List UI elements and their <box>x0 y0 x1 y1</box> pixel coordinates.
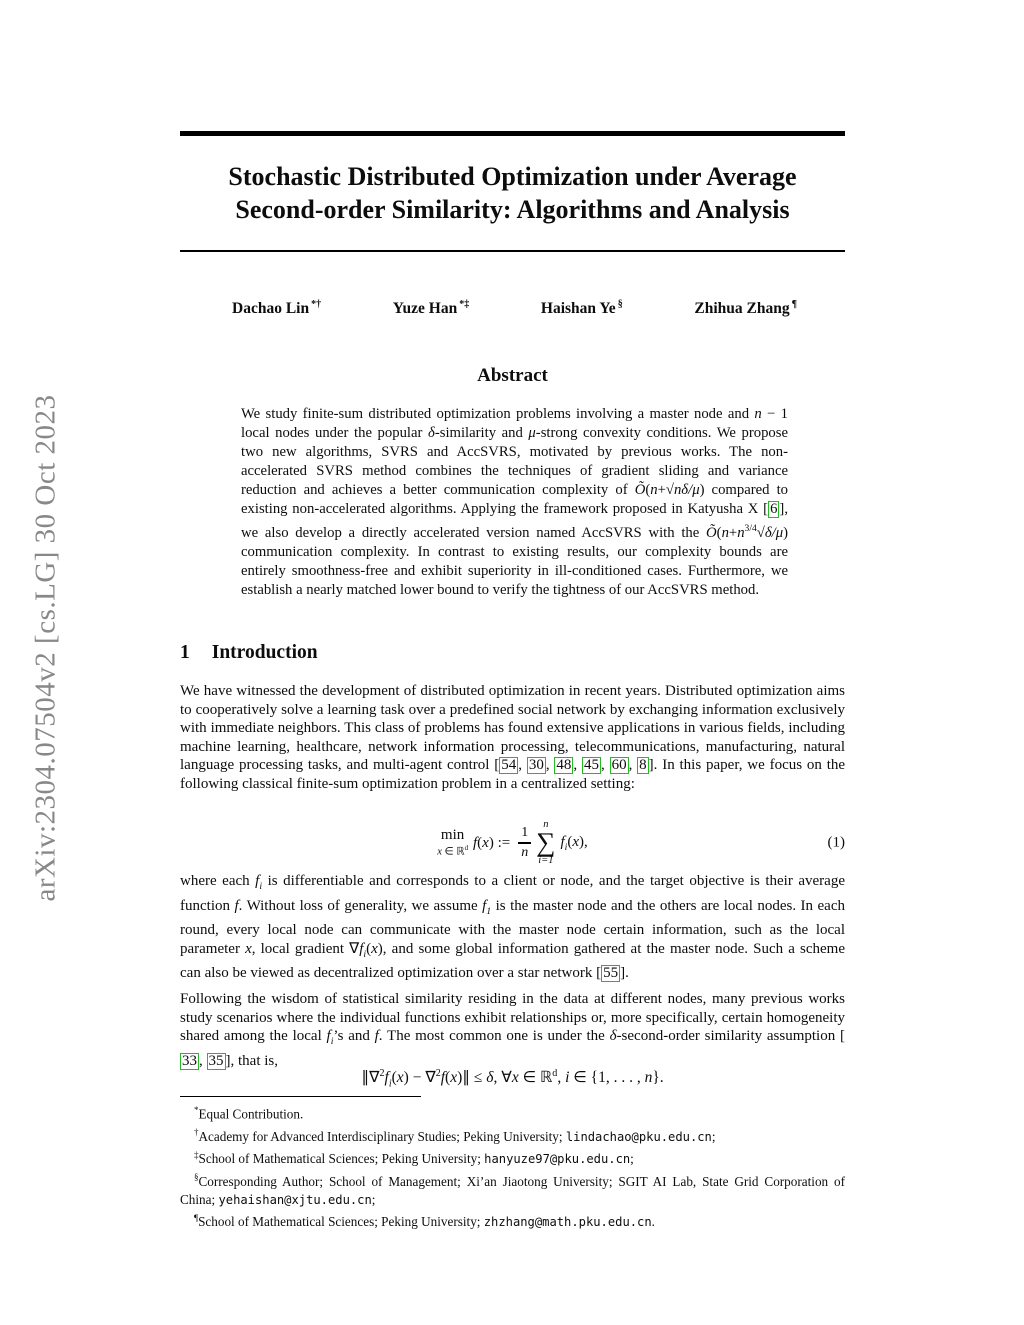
text-run: ( <box>391 1069 397 1087</box>
text-run: ], we also develop a directly accelerated version named AccSVRS with the <box>241 501 788 541</box>
text-run: δ/μ <box>764 524 784 541</box>
text-run: n <box>754 406 762 422</box>
text-run: ]. In this paper, we focus on the following classical finite-sum optimization problem in a centralized setting: <box>180 757 846 792</box>
text-run: x <box>396 1069 404 1087</box>
text-run: √ <box>756 524 765 541</box>
text-run: δ <box>486 1069 494 1087</box>
text-run: 2 <box>379 1068 385 1079</box>
footnote-text <box>199 1106 304 1121</box>
text-run: , ∀ <box>493 1069 512 1087</box>
author-3 <box>541 299 623 318</box>
footnote-lin-affiliation <box>180 1123 845 1145</box>
text-run: d <box>464 845 468 852</box>
abstract-body <box>241 405 788 600</box>
paper-title-line2: Second-order Similarity: Algorithms and Analysis <box>235 195 790 224</box>
email-link[interactable]: zhzhang@math.pku.edu.cn <box>483 1214 652 1229</box>
text-run: d <box>552 1068 558 1079</box>
author-4-footnote-mark: ¶ <box>791 299 797 310</box>
author-1 <box>232 299 321 318</box>
summation-operator <box>536 820 555 867</box>
equation-1-body <box>437 820 588 867</box>
text-run: ) − ∇ <box>403 1069 436 1087</box>
citation-link[interactable]: 48 <box>556 757 572 774</box>
fraction-denominator: n <box>521 844 529 860</box>
text-run: Corresponding Author; School of Management; Xi’an Jiaotong University; SGIT AI Lab, State Grid Corporation of China; <box>180 1173 845 1207</box>
text-run: We have witnessed the development of distributed optimization in recent years. Distributed optimization aims to cooperatively solve a learning task over a predefined social network by exchanging information exclusively with immediate neighbors. This class of problems has found extensive applications in various fields, including machine learning, healthcare, network information processing, telecommunications, manufacturing, natural language processing tasks, and multi-agent control [ <box>180 683 845 774</box>
text-run: f <box>234 897 239 914</box>
text-run: , <box>199 1052 207 1069</box>
min-label: min <box>440 827 465 843</box>
text-run: f <box>326 1028 331 1045</box>
text-run: Õ <box>634 482 646 498</box>
text-run: nδ/μ <box>673 482 700 498</box>
paper-title-line1: Stochastic Distributed Optimization under Average <box>228 162 797 191</box>
text-run: + <box>728 524 738 541</box>
footnotes <box>180 1101 845 1231</box>
text-run: n <box>737 524 745 541</box>
text-run: x <box>572 833 580 850</box>
text-run: School of Mathematical Sciences; Peking University; <box>198 1213 484 1229</box>
email-link[interactable]: yehaishan@xjtu.edu.cn <box>218 1192 372 1207</box>
text-run: x <box>371 940 378 957</box>
intro-paragraph-2 <box>180 872 845 983</box>
text-run: n <box>644 1069 653 1087</box>
footnote-mark-section: § <box>194 1172 199 1183</box>
text-run: x <box>511 1069 519 1087</box>
text-run: ( <box>716 524 722 541</box>
footnote-equal-contribution <box>180 1101 845 1123</box>
footnote-ye-affiliation <box>180 1168 845 1208</box>
author-2-footnote-mark: *‡ <box>459 299 470 310</box>
citation-link[interactable]: 33 <box>182 1052 197 1069</box>
text-run: 1 <box>486 905 492 917</box>
author-4-name: Zhihua Zhang <box>694 300 790 318</box>
text-run: , <box>557 1069 566 1087</box>
text-run: i <box>259 881 263 892</box>
sigma-symbol: ∑ <box>536 827 556 858</box>
text-run: . The most common one is under the <box>378 1028 610 1045</box>
text-run: f <box>482 897 487 914</box>
text-run: δ <box>609 1028 617 1045</box>
text-run: f <box>473 834 478 851</box>
section-1-title: Introduction <box>211 642 318 663</box>
text-run: Following the wisdom of statistical similarity residing in the data at different nodes, many previous works study scenarios where the individual functions exhibit relationships or, more specifically, certain homogeneity shared among the local <box>180 991 845 1045</box>
abstract-heading: Abstract <box>477 365 548 386</box>
text-run: μ <box>528 425 536 441</box>
text-run: ’s and <box>333 1028 375 1045</box>
author-1-name: Dachao Lin <box>232 300 310 318</box>
footnote-mark-dagger: † <box>194 1127 199 1138</box>
min-operator <box>437 828 468 858</box>
intro-paragraph-1 <box>180 682 845 794</box>
text-run: ), <box>579 833 588 850</box>
text-run: ( <box>477 834 483 851</box>
footnote-zhang-affiliation <box>180 1209 845 1231</box>
summation-upper-limit: n <box>543 818 549 830</box>
section-1-number: 1 <box>180 642 190 663</box>
footnote-han-affiliation <box>180 1146 845 1168</box>
arxiv-watermark: arXiv:2304.07504v2 [cs.LG] 30 Oct 2023 <box>29 394 62 902</box>
footnote-mark-asterisk: * <box>194 1105 199 1115</box>
fraction-one-over-n <box>518 826 531 859</box>
author-3-name: Haishan Ye <box>540 300 616 318</box>
author-2-name: Yuze Han <box>392 300 458 318</box>
citation-link[interactable]: 54 <box>501 757 517 774</box>
text-run: ∥∇ <box>361 1069 380 1087</box>
min-subscript <box>437 846 468 858</box>
text-run: , <box>518 757 527 774</box>
text-run: − 1 local nodes under the popular <box>241 406 788 441</box>
text-run: +√ <box>657 482 674 498</box>
text-run: ( <box>445 1069 451 1087</box>
text-run: n <box>721 524 729 541</box>
text-run: f <box>374 1028 379 1045</box>
text-run: where each <box>180 873 256 889</box>
text-run: , <box>545 757 555 774</box>
citation-link[interactable]: 45 <box>583 757 599 774</box>
text-run: ) compared to existing non-accelerated algorithms. Applying the framework proposed in Katyusha X [ <box>241 482 788 517</box>
section-1-heading <box>180 642 318 664</box>
equation-1-rhs <box>560 834 587 853</box>
citation-link[interactable]: 8 <box>639 757 647 774</box>
text-run: ∈ {1, . . . , <box>569 1069 645 1087</box>
citation-link[interactable]: 30 <box>528 757 544 774</box>
text-run: i <box>565 1069 570 1087</box>
text-run: ], that is, <box>225 1052 278 1069</box>
fraction-numerator: 1 <box>521 825 529 841</box>
text-run: ∈ ℝ <box>441 846 465 858</box>
email-link[interactable]: hanyuze97@pku.edu.cn <box>484 1152 631 1167</box>
text-run: x <box>437 846 442 858</box>
text-run: ), and some global information gathered at the master node. Such a scheme can also be viewed as decentralized optimization over a star network [ <box>180 940 845 982</box>
text-run: , local gradient ∇ <box>251 940 360 957</box>
intro-paragraph-3 <box>180 990 845 1070</box>
text-run: 3/4 <box>744 523 757 534</box>
text-run: We study finite-sum distributed optimization problems involving a master node and <box>241 406 755 422</box>
text-run: i <box>564 841 568 853</box>
text-run: . Without loss of generality, we assume <box>238 897 483 914</box>
text-run: ( <box>645 482 651 498</box>
text-run: ) communication complexity. In contrast to existing results, our complexity bounds are entirely smoothness-free and exhibit superiority in ill-conditioned cases. Furthermore, we establish a nearly matched lower bound to verify the tightness of our AccSVRS method. <box>241 524 788 598</box>
text-run: , <box>573 757 582 774</box>
text-run: -similarity and <box>434 425 529 441</box>
text-run: n <box>650 482 658 498</box>
footnote-text <box>180 1174 845 1207</box>
footnote-text <box>198 1214 655 1229</box>
author-3-footnote-mark: § <box>617 299 623 310</box>
text-run: f <box>359 940 364 957</box>
author-4 <box>694 299 797 318</box>
citation-link[interactable]: 6 <box>770 501 778 517</box>
text-run: f <box>384 1069 389 1087</box>
text-run: ; <box>630 1151 634 1167</box>
text-run: -strong convexity conditions. We propose two new algorithms, SVRS and AccSVRS, motivated by previous works. The non-accelerated SVRS method combines the techniques of gradient sliding and variance reduction and achieves a better communication complexity of <box>241 425 788 498</box>
footnote-mark-double-dagger: ‡ <box>194 1149 199 1160</box>
text-run: i <box>388 1078 392 1090</box>
text-run: ) := <box>488 834 511 851</box>
title-rule-top <box>180 131 845 136</box>
text-run: x <box>245 940 252 957</box>
text-run: ]. <box>620 965 629 982</box>
text-run: ; <box>371 1191 376 1207</box>
text-run: is differentiable and corresponds to a client or node, and the target objective is their average function <box>180 873 845 914</box>
text-run: Õ <box>706 524 717 541</box>
title-rule-bottom <box>180 250 845 252</box>
equation-1-lhs <box>473 835 510 852</box>
text-run: ( <box>366 940 372 957</box>
text-run: f <box>255 873 260 889</box>
email-link[interactable]: lindachao@pku.edu.cn <box>565 1129 712 1144</box>
footnote-rule <box>180 1096 421 1097</box>
text-run: ( <box>567 833 573 850</box>
footnote-mark-pilcrow: ¶ <box>194 1212 199 1223</box>
text-run: . <box>651 1213 655 1229</box>
text-run: i <box>363 948 367 960</box>
text-run: is the master node and the others are local nodes. In each round, every local node can communicate with the master node certain information, such as the local parameter <box>180 897 845 957</box>
author-list <box>180 299 845 318</box>
text-run: Equal Contribution. <box>198 1106 304 1122</box>
summation-lower-limit: i=1 <box>538 854 554 866</box>
text-run: ; <box>711 1128 716 1144</box>
text-run: -second-order similarity assumption [ <box>616 1028 845 1045</box>
text-run: i <box>330 1036 334 1048</box>
text-run: δ <box>428 425 435 441</box>
text-run: ∈ ℝ <box>518 1069 553 1087</box>
text-run: Academy for Advanced Interdisciplinary Studies; Peking University; <box>198 1128 566 1144</box>
paper-title <box>180 160 845 226</box>
text-run: }. <box>652 1069 664 1087</box>
footnote-text <box>199 1129 716 1144</box>
text-run: , <box>628 757 638 774</box>
text-run: x <box>450 1069 458 1087</box>
footnote-text <box>199 1151 634 1166</box>
text-run: f <box>440 1069 446 1087</box>
text-run: , <box>600 757 610 774</box>
author-2 <box>393 299 469 318</box>
text-run: x <box>482 834 489 851</box>
text-run: )∥ ≤ <box>457 1069 487 1087</box>
author-1-footnote-mark: *† <box>311 299 322 310</box>
equation-1-number: (1) <box>827 834 845 851</box>
equation-1 <box>180 816 845 870</box>
text-run: 2 <box>435 1068 441 1079</box>
equation-similarity <box>180 1068 845 1089</box>
citation-link[interactable]: 60 <box>611 757 627 774</box>
citation-link[interactable]: 55 <box>603 965 619 982</box>
text-run: School of Mathematical Sciences; Peking University; <box>198 1151 485 1167</box>
citation-link[interactable]: 35 <box>208 1052 224 1069</box>
text-run: f <box>560 833 565 850</box>
